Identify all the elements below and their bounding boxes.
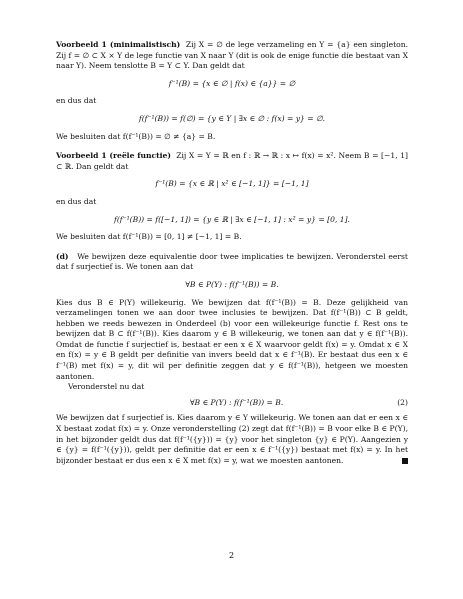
qed-square-icon bbox=[402, 458, 408, 464]
partd-eq2: ∀B ∈ P(Y) : f(f⁻¹(B)) = B. bbox=[189, 397, 284, 407]
partd-paragraph1: Kies dus B ∈ P(Y) willekeurig. We bewijzen dat f(f⁻¹(B)) = B. Deze gelijkheid van verzamelingen tonen we aan door twee inclusies te bewijzen. Dat f(f⁻¹(B)) ⊂ B geldt, hebben we reeds bewezen in Onderdeel (b) voor een willekeurige functie f. Rest ons te bewijzen dat B ⊂ f(f⁻¹(B)). Kies daarom y ∈ B willekeurig, we tonen aan dat y ∈ f(f⁻¹(B)). Omdat de functie f surjectief is, bestaat er een x ∈ X waarvoor geldt f(x) = y. Omdat x ∈ X en f(x) = y ∈ B geldt per definitie van invers beeld dat x ∈ f⁻¹(B). Er bestaat dus een x ∈ f⁻¹(B) met f(x) = y, dit wil per definitie zeggen dat y ∈ f(f⁻¹(B)), hetgeen we moesten aantonen. bbox=[56, 297, 408, 381]
partd-eq2-row bbox=[56, 398, 408, 409]
example2-heading: Voorbeeld 1 (reële functie) bbox=[56, 151, 171, 161]
example1-eq1: f⁻¹(B) = {x ∈ ∅ | f(x) ∈ {a}} = ∅ bbox=[168, 78, 296, 88]
example2-eq1: f⁻¹(B) = {x ∈ ℝ | x² ∈ [−1, 1]} = [−1, 1] bbox=[155, 179, 309, 189]
example2-conclusion: We besluiten dat f(f⁻¹(B)) = [0, 1] ≠ [−1, 1] = B. bbox=[56, 232, 242, 242]
partd-label: (d) bbox=[56, 251, 69, 261]
partd-eq1: ∀B ∈ P(Y) : f(f⁻¹(B)) = B. bbox=[185, 279, 279, 289]
partd-paragraph3-text: We bewijzen dat f surjectief is. Kies daarom y ∈ Y willekeurig. We tonen aan dat er een x ∈ X bestaat zodat f(x) = y. Onze veronderstelling (2) zegt dat f(f⁻¹(B)) = B voor elke B ∈ P(Y), in het bijzonder geldt dus dat f(f⁻¹({y})) = {y} voor het singleton {y} ∈ P(Y). Aangezien y ∈ {y} = f(f⁻¹({y})), geldt per definitie dat er een x ∈ f⁻¹({y}) bestaat met f(x) = y. In het bijzonder bestaat er dus een x ∈ X met f(x) = y, wat we moesten aantonen. bbox=[56, 413, 408, 465]
equation-tag: (2) bbox=[397, 397, 408, 407]
example1-intro bbox=[56, 40, 408, 72]
example1-eq2: f(f⁻¹(B)) = f(∅) = {y ∈ Y | ∃x ∈ ∅ : f(x) = y} = ∅. bbox=[138, 113, 326, 123]
example2-intro bbox=[56, 151, 408, 172]
example2-eq2: f(f⁻¹(B)) = f([−1, 1]) = {y ∈ ℝ | ∃x ∈ [−1, 1] : x² = y} = [0, 1]. bbox=[114, 214, 350, 224]
partd-paragraph3 bbox=[56, 413, 408, 466]
example1-mid: en dus dat bbox=[56, 96, 97, 106]
example2-text: Zij X = Y = ℝ en f : ℝ → ℝ : x ↦ f(x) = x². Neem B = [−1, 1] ⊂ ℝ. Dan geldt dat bbox=[56, 151, 409, 171]
example1-text: Zij X = ∅ de lege verzameling en Y = {a} een singleton. Zij f = ∅ ⊂ X × Y de lege functie van X naar Y (dit is ook de enige functie die bestaat van X naar Y). Neem tenslotte B = Y ⊂ Y. Dan geldt dat bbox=[56, 40, 409, 71]
example1-conclusion: We besluiten dat f(f⁻¹(B)) = ∅ ≠ {a} = B. bbox=[56, 131, 216, 141]
page-number: 2 bbox=[228, 551, 235, 560]
example1-heading: Voorbeeld 1 (minimalistisch) bbox=[56, 40, 181, 49]
partd-paragraph2: Veronderstel nu dat bbox=[68, 382, 145, 392]
partd-text: We bewijzen deze equivalentie door twee implicaties te bewijzen. Veronderstel eerst dat f surjectief is. We tonen aan dat bbox=[56, 251, 408, 272]
partd-intro bbox=[56, 252, 408, 273]
example2-mid: en dus dat bbox=[56, 196, 97, 206]
page-body bbox=[56, 40, 408, 466]
